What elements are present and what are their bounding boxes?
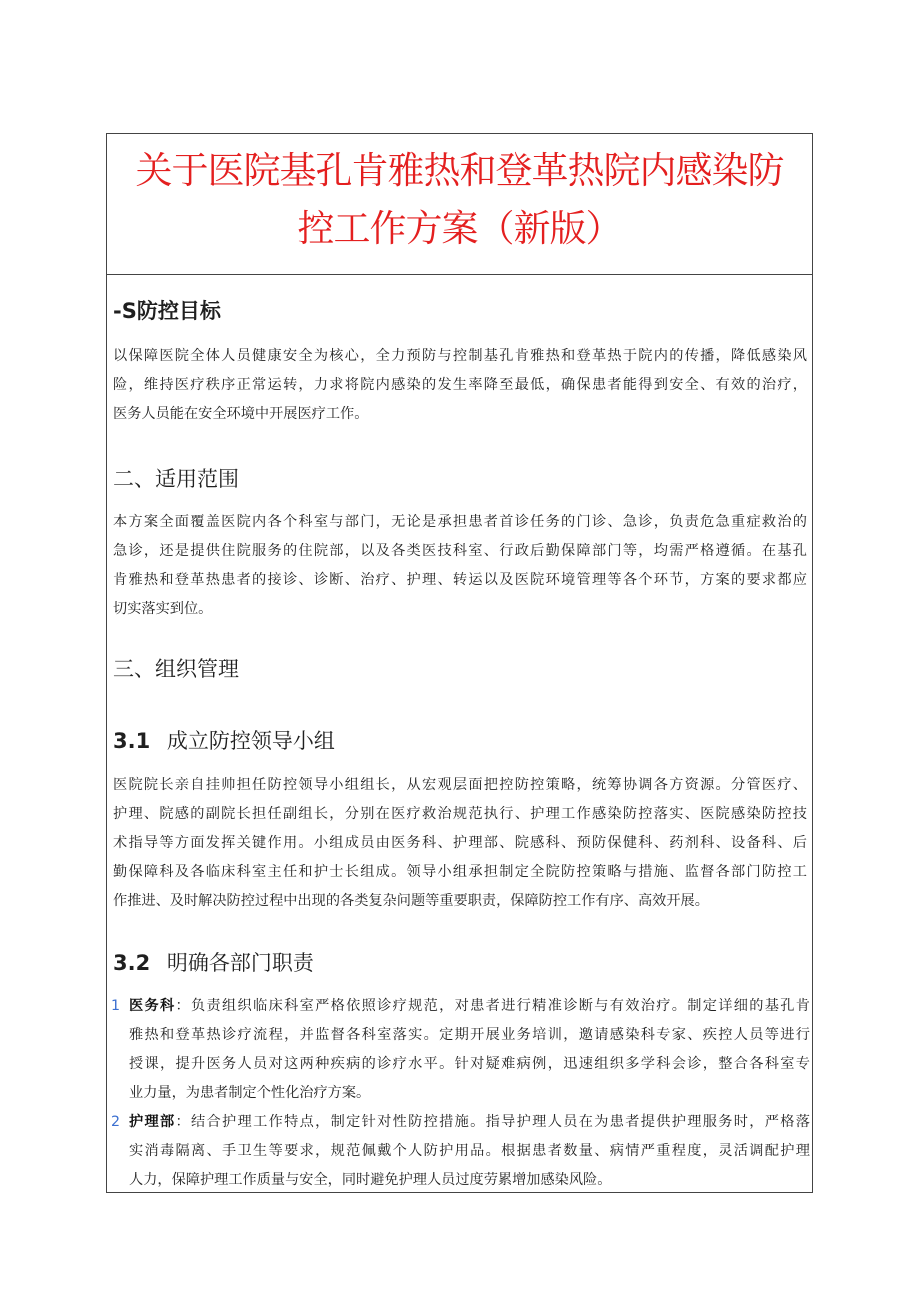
heading-scope: 二、适用范围: [113, 467, 239, 491]
paragraph-line: 切实落实到位。: [113, 601, 213, 617]
paragraph-line: 以保障医院全体人员健康安全为核心，全力预防与控制基孔肯雅热和登革热于院内的传播，降低感染风: [113, 348, 807, 364]
document-title-line-1: 关于医院基孔肯雅热和登革热院内感染防: [135, 149, 784, 192]
heading-3-2: [113, 948, 314, 978]
list-item-body: [129, 1108, 810, 1195]
paragraph-scope: [113, 508, 807, 624]
list-line: 授课，提升医务人员对这两种疾病的诊疗水平。针对疑难病例，迅速组织多学科会诊，整合各科室专: [129, 1056, 810, 1072]
title-cell: [107, 134, 812, 275]
paragraph-goal: [113, 342, 807, 429]
list-line: 人力，保障护理工作质量与安全，同时避免护理人员过度劳累增加感染风险。: [129, 1172, 612, 1188]
section-title: 明确各部门职责: [166, 951, 314, 975]
paragraph-line: 术指导等方面发挥关键作用。小组成员由医务科、护理部、院感科、预防保健科、药剂科、设备科、后: [113, 835, 807, 851]
list-item-body: [129, 992, 810, 1108]
list-line: 雅热和登革热诊疗流程，并监督各科室落实。定期开展业务培训，邀请感染科专家、疾控人员等进行: [129, 1027, 810, 1043]
section-number: 3.2: [113, 951, 151, 975]
document-frame: [106, 133, 813, 1193]
item-label: 医务科: [129, 998, 176, 1014]
paragraph-line: 险，维持医疗秩序正常运转，力求将院内感染的发生率降至最低，确保患者能得到安全、有效的治疗，: [113, 377, 807, 393]
list-line: [129, 992, 810, 1021]
list-line: 实消毒隔离、手卫生等要求，规范佩戴个人防护用品。根据患者数量、病情严重程度，灵活调配护理: [129, 1143, 810, 1159]
paragraph-line: 医院院长亲自挂帅担任防控领导小组组长，从宏观层面把控防控策略，统筹协调各方资源。分管医疗、: [113, 777, 807, 793]
item-text: ：结合护理工作特点，制定针对性防控措施。指导护理人员在为患者提供护理服务时，严格落: [175, 1114, 810, 1130]
paragraph-line: 医务人员能在安全环境中开展医疗工作。: [113, 406, 369, 422]
list-number: 2: [111, 1114, 121, 1130]
paragraph-line: 护理、院感的副院长担任副组长，分别在医疗救治规范执行、护理工作感染防控落实、医院感染防控技: [113, 806, 807, 822]
section-number: 3.1: [113, 729, 151, 753]
paragraph-line: 肯雅热和登革热患者的接诊、诊断、治疗、护理、转运以及医院环境管理等各个环节，方案的要求都应: [113, 572, 807, 588]
section-title: 成立防控领导小组: [166, 729, 335, 753]
paragraph-line: 作推进、及时解决防控过程中出现的各类复杂问题等重要职责，保障防控工作有序、高效开展。: [113, 893, 709, 909]
item-text: ：负责组织临床科室严格依照诊疗规范，对患者进行精准诊断与有效治疗。制定详细的基孔肯: [175, 998, 810, 1014]
heading-3-1: [113, 726, 335, 756]
heading-goal: -S防控目标: [113, 299, 221, 323]
paragraph-line: 本方案全面覆盖医院内各个科室与部门，无论是承担患者首诊任务的门诊、急诊，负责危急重症救治的: [113, 514, 807, 530]
list-line: [129, 1108, 810, 1137]
list-line: 业力量，为患者制定个性化治疗方案。: [129, 1085, 371, 1101]
paragraph-line: 急诊，还是提供住院服务的住院部，以及各类医技科室、行政后勤保障部门等，均需严格遵循。在基孔: [113, 543, 807, 559]
document-title-line-2: 控工作方案（新版）: [297, 207, 622, 250]
item-label: 护理部: [129, 1114, 176, 1130]
list-number: 1: [111, 998, 121, 1014]
heading-org: 三、组织管理: [113, 657, 239, 681]
paragraph-3-1: [113, 771, 807, 916]
paragraph-line: 勤保障科及各临床科室主任和护士长组成。领导小组承担制定全院防控策略与措施、监督各部门防控工: [113, 864, 807, 880]
